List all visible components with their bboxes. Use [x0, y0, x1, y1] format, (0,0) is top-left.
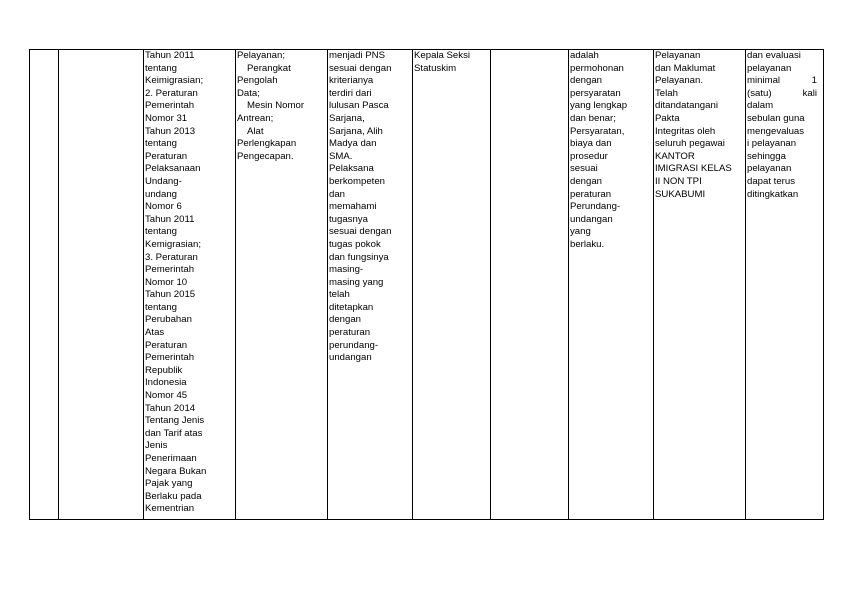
- cell-line: dan benar;: [570, 112, 616, 124]
- cell-line: [747, 63, 823, 76]
- cell-line: adalah: [570, 50, 599, 61]
- cell-line: Pelayanan: [655, 50, 701, 61]
- cell-line: Kepala Seksi: [414, 50, 470, 61]
- cell-line: dan Maklumat: [655, 62, 716, 74]
- cell-component: [59, 50, 144, 520]
- cell-line: ditetapkan: [329, 301, 374, 313]
- cell-line-text: Pengolah: [237, 75, 278, 87]
- cell-line: telah: [329, 289, 350, 301]
- cell-line: permohonan: [570, 62, 624, 74]
- cell-line: [237, 50, 327, 63]
- cell-line: [747, 151, 823, 164]
- cell-line: Nomor 31: [145, 112, 188, 124]
- cell-line: [237, 138, 327, 151]
- cell-line: Madya dan: [329, 138, 377, 150]
- cell-legal-basis: [144, 50, 236, 520]
- cell-line: menjadi PNS: [329, 50, 385, 61]
- cell-line: Tahun 2011: [145, 213, 195, 225]
- cell-line: yang lengkap: [570, 100, 628, 112]
- cell-line: tugas pokok: [329, 238, 381, 250]
- cell-line: Pemerintah: [145, 352, 195, 364]
- cell-line-part: minimal: [747, 75, 781, 87]
- cell-line: sesuai: [570, 163, 598, 175]
- cell-line-text: Perangkat: [247, 62, 291, 74]
- cell-line-text: Pelayanan;: [237, 50, 286, 61]
- cell-line: Telah: [655, 87, 678, 99]
- cell-line: Peraturan: [145, 339, 188, 351]
- service-standard-table: [29, 49, 824, 520]
- cell-line: peraturan: [570, 188, 612, 200]
- cell-line: Perundang-: [570, 201, 621, 213]
- cell-line: tentang: [145, 62, 178, 74]
- cell-line: dan: [329, 188, 346, 200]
- cell-line: Pajak yang: [145, 478, 193, 490]
- cell-line: KANTOR: [655, 150, 695, 162]
- cell-security: [654, 50, 746, 520]
- cell-line: Pelaksanaan: [145, 163, 201, 175]
- cell-line: Tahun 2014: [145, 402, 196, 414]
- cell-line: SMA.: [329, 150, 353, 162]
- cell-line: Kemigrasian;: [145, 238, 201, 250]
- cell-line: Atas: [145, 327, 165, 339]
- cell-line: Sarjana, Alih: [329, 125, 383, 137]
- cell-line: [237, 75, 327, 88]
- cell-line: dan fungsinya: [329, 251, 389, 263]
- cell-line: Integritas oleh: [655, 125, 716, 137]
- cell-line: Sarjana,: [329, 112, 365, 124]
- cell-line: sesuai dengan: [329, 226, 392, 238]
- cell-line: Kementrian: [145, 503, 195, 515]
- cell-line-text: Data;: [237, 87, 260, 99]
- cell-line: [237, 100, 327, 113]
- cell-line: IMIGRASI KELAS: [655, 163, 732, 175]
- cell-line: Perubahan: [145, 314, 192, 326]
- cell-line: Peraturan: [145, 150, 188, 162]
- cell-line-text: mengevaluas: [747, 125, 805, 137]
- cell-line: tentang: [145, 226, 178, 238]
- cell-line: yang: [570, 226, 591, 238]
- cell-line: Pelaksana: [329, 163, 374, 175]
- cell-line: Nomor 6: [145, 201, 182, 213]
- cell-competence: [328, 50, 413, 520]
- cell-line: sesuai dengan: [329, 62, 392, 74]
- cell-line: Negara Bukan: [145, 465, 207, 477]
- cell-line: undang: [145, 188, 178, 200]
- cell-line: ditandatangani: [655, 100, 718, 112]
- cell-line: biaya dan: [570, 138, 612, 150]
- cell-line: dengan: [329, 314, 362, 326]
- cell-line: [747, 163, 823, 176]
- cell-line: 2. Peraturan: [145, 87, 198, 99]
- cell-line-text: dalam: [747, 100, 774, 112]
- cell-line: II NON TPI: [655, 175, 702, 187]
- cell-line: [237, 88, 327, 101]
- cell-line: Persyaratan,: [570, 125, 625, 137]
- cell-evaluation: [746, 50, 824, 520]
- table-row: [30, 50, 824, 520]
- cell-line: Undang-: [145, 175, 182, 187]
- cell-line: prosedur: [570, 150, 608, 162]
- cell-supervision: [413, 50, 491, 520]
- cell-line: lulusan Pasca: [329, 100, 389, 112]
- cell-line: [747, 88, 823, 101]
- cell-line-text: i pelayanan: [747, 138, 797, 150]
- cell-line-text: Pengecapan.: [237, 150, 294, 162]
- cell-line-part: 1: [811, 75, 817, 87]
- cell-line-part: kali: [802, 87, 817, 99]
- cell-line: Penerimaan: [145, 453, 197, 464]
- cell-line-text: Antrean;: [237, 112, 274, 124]
- cell-line: Jenis: [145, 440, 168, 452]
- cell-line: Statuskim: [414, 62, 457, 74]
- cell-line: Pakta: [655, 112, 680, 124]
- cell-line: Pemerintah: [145, 100, 195, 112]
- cell-line-text: pelayanan: [747, 163, 792, 175]
- cell-line-text: dapat terus: [747, 175, 796, 187]
- cell-line-text: sehingga: [747, 150, 786, 162]
- cell-line: Indonesia: [145, 377, 187, 389]
- cell-line: SUKABUMI: [655, 188, 706, 200]
- cell-line: [747, 75, 823, 88]
- cell-line-text: pelayanan: [747, 62, 792, 74]
- cell-line: [747, 50, 823, 63]
- cell-line: persyaratan: [570, 87, 621, 99]
- cell-line: Keimigrasian;: [145, 75, 204, 87]
- cell-line: Pelayanan.: [655, 75, 704, 87]
- cell-line: undangan: [570, 213, 613, 225]
- cell-line: tentang: [145, 138, 178, 150]
- cell-line: memahami: [329, 201, 377, 213]
- cell-line: [237, 63, 327, 76]
- cell-line: [237, 113, 327, 126]
- cell-line: tugasnya: [329, 213, 368, 225]
- cell-line: [747, 113, 823, 126]
- cell-line: Pemerintah: [145, 264, 195, 276]
- cell-line: terdiri dari: [329, 87, 372, 99]
- cell-no: [30, 50, 59, 520]
- cell-line: berlaku.: [570, 238, 605, 250]
- cell-line: [747, 138, 823, 151]
- cell-line: tentang: [145, 301, 178, 313]
- cell-line: Republik: [145, 364, 183, 376]
- cell-line: Tahun 2013: [145, 125, 196, 137]
- cell-line-text: dan evaluasi: [747, 50, 801, 61]
- cell-guarantee: [569, 50, 654, 520]
- cell-line: seluruh pegawai: [655, 138, 725, 150]
- cell-line: undangan: [329, 352, 372, 364]
- cell-line: kriterianya: [329, 75, 374, 87]
- cell-line-text: Alat: [247, 125, 264, 137]
- cell-line: [747, 100, 823, 113]
- cell-line: masing-: [329, 264, 364, 276]
- cell-line: Tahun 2011: [145, 50, 195, 61]
- cell-line: perundang-: [329, 339, 379, 351]
- cell-line: masing yang: [329, 276, 384, 288]
- cell-line: [237, 126, 327, 139]
- cell-line: Nomor 10: [145, 276, 188, 288]
- cell-line: Nomor 45: [145, 390, 188, 402]
- cell-line-text: sebulan guna: [747, 112, 805, 124]
- cell-line-text: Mesin Nomor: [247, 100, 305, 112]
- cell-line: dan Tarif atas: [145, 427, 203, 439]
- cell-line: peraturan: [329, 327, 371, 339]
- cell-line-text: Perlengkapan: [237, 138, 297, 150]
- cell-line: [747, 126, 823, 139]
- cell-empty: [491, 50, 569, 520]
- cell-line-part: (satu): [747, 87, 772, 99]
- cell-line: berkompeten: [329, 175, 385, 187]
- cell-line: Tahun 2015: [145, 289, 196, 301]
- cell-line: 3. Peraturan: [145, 251, 198, 263]
- cell-line: dengan: [570, 75, 603, 87]
- cell-line: [747, 189, 823, 202]
- cell-line: Tentang Jenis: [145, 415, 205, 427]
- cell-facilities: [236, 50, 328, 520]
- cell-line: Berlaku pada: [145, 490, 202, 502]
- cell-line-text: ditingkatkan: [747, 188, 799, 200]
- cell-line: [747, 176, 823, 189]
- cell-line: dengan: [570, 175, 603, 187]
- cell-line: [237, 151, 327, 164]
